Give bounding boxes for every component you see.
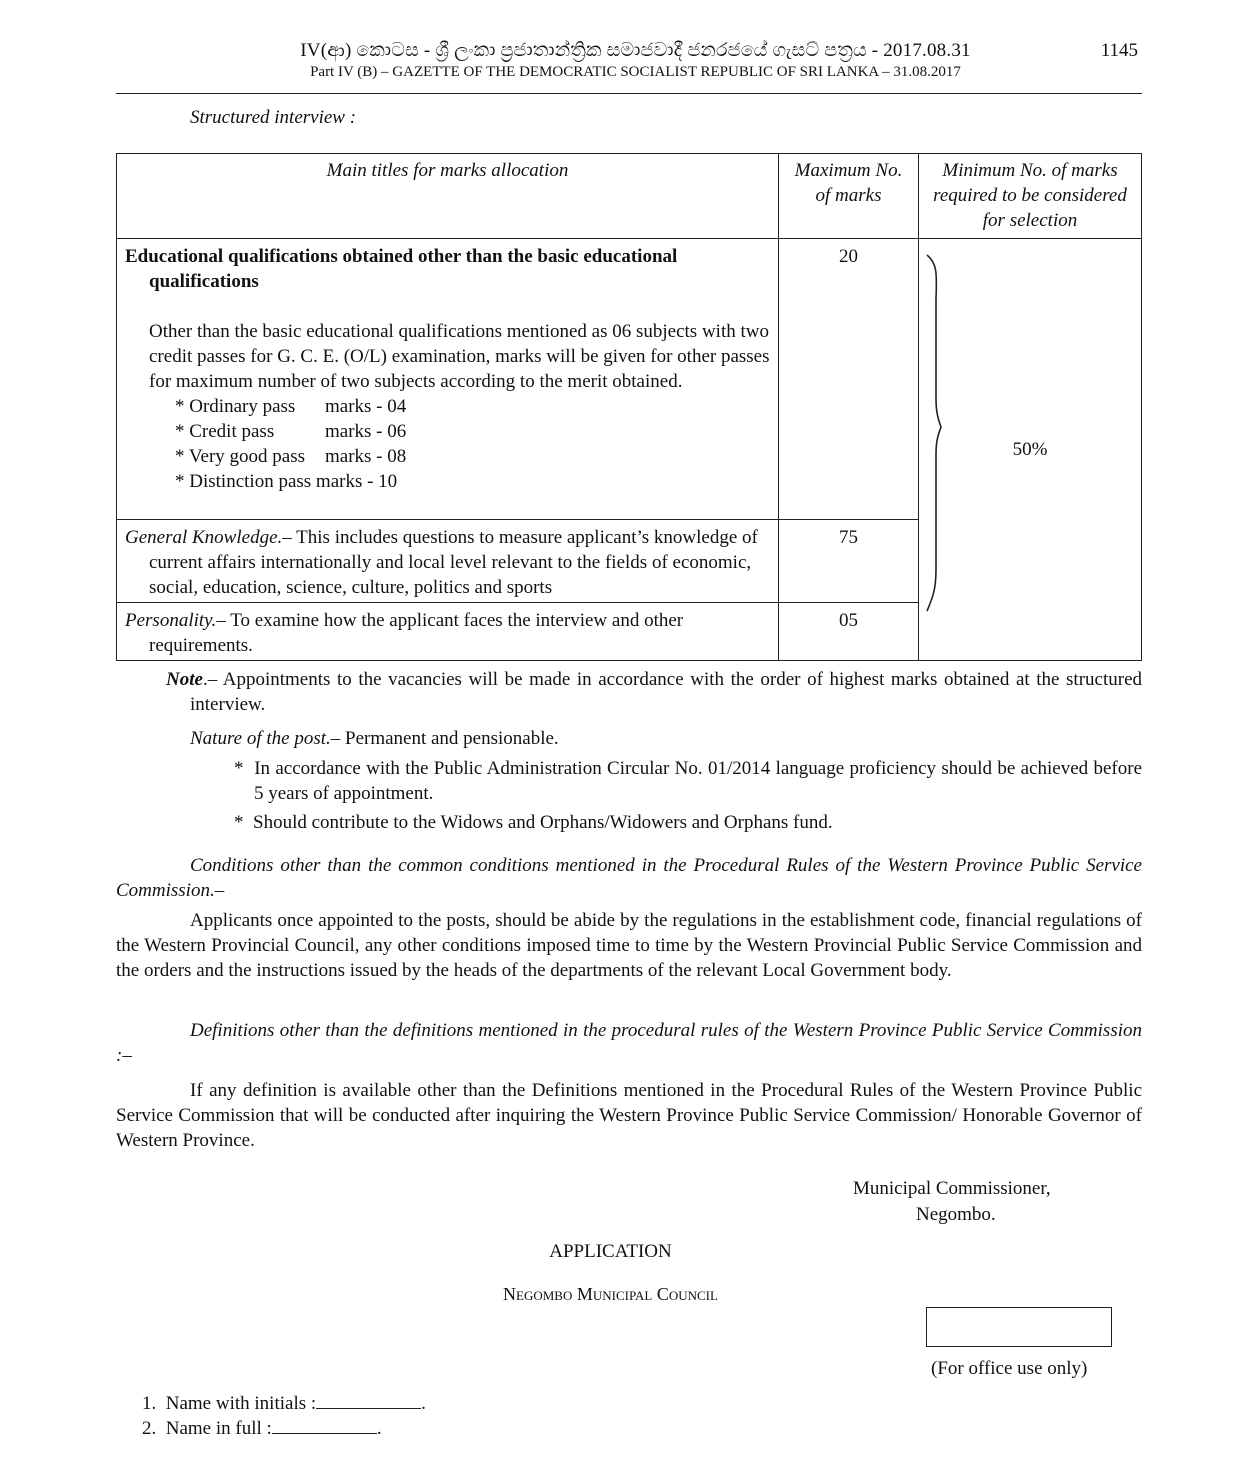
nature-of-post: Nature of the post.– Permanent and pensionable. xyxy=(190,728,559,749)
column-header-max: Maximum No. of marks xyxy=(779,154,919,239)
office-use-box xyxy=(926,1307,1112,1347)
minimum-value: 50% xyxy=(1012,439,1048,460)
definitions-text: If any definition is available other than the Definitions mentioned in the Procedural Rules of the Western Province Public Service Commission that will be conducted after inquiring the Western Province Public Service Commission/ Honorable Governor of Western Province. xyxy=(116,1080,1142,1151)
conditions-heading: Conditions other than the common conditions mentioned in the Procedural Rules of the Western Province Public Service Commission.– xyxy=(116,855,1142,901)
row-body-education: Other than the basic educational qualifications mentioned as 06 subjects with two credit passes for G. C. E. (O/L) examination, marks will be given for other passes for maximum number of two subjects according to the merit obtained. xyxy=(149,321,770,392)
page-number: 1145 xyxy=(1100,40,1138,61)
conditions-text: Applicants once appointed to the posts, should be abide by the regulations in the establishment code, financial regulations of the Western Provincial Council, any other conditions imposed time to time by the Western Provincial Public Service Commission and the orders and the instructions issued by the heads of the departments of the relevant Local Government body. xyxy=(116,910,1142,981)
definitions-heading: Definitions other than the definitions mentioned in the procedural rules of the Western Province Public Service Commission :– xyxy=(116,1020,1142,1066)
marks-table xyxy=(116,153,1142,661)
row-body-general-knowledge: – This includes questions to measure applicant’s knowledge of current affairs internationally and local level relevant to the fields of economic, social, education, science, culture, politics and sports xyxy=(149,527,758,598)
header-rule xyxy=(116,93,1142,94)
list-item: * Ordinary pass marks - 04 xyxy=(175,396,407,417)
list-item: * Credit pass marks - 06 xyxy=(175,421,407,442)
table-header-row xyxy=(117,154,1142,239)
list-item: * Distinction pass marks - 10 xyxy=(175,471,398,492)
row-title-education: Educational qualifications obtained other than the basic educational qualifications xyxy=(125,246,678,292)
signature-place: Negombo. xyxy=(916,1204,996,1225)
application-title: APPLICATION xyxy=(549,1241,672,1262)
brace-icon xyxy=(919,239,949,659)
field-name-with-initials: 1. Name with initials : . xyxy=(142,1393,426,1414)
row-max-education: 20 xyxy=(839,246,858,267)
column-header-titles: Main titles for marks allocation xyxy=(117,154,779,239)
row-max-general-knowledge: 75 xyxy=(839,527,858,548)
minimum-cell xyxy=(919,239,1142,661)
list-item: * In accordance with the Public Administration Circular No. 01/2014 language proficiency should be achieved before 5 years of appointment. xyxy=(234,758,1143,804)
row-title-general-knowledge: General Knowledge. xyxy=(125,527,283,548)
list-item: * Very good pass marks - 08 xyxy=(175,446,407,467)
signature-title: Municipal Commissioner, xyxy=(853,1178,1051,1199)
row-title-personality: Personality. xyxy=(125,610,217,631)
office-use-label: (For office use only) xyxy=(931,1358,1088,1379)
list-item: * Should contribute to the Widows and Orphans/Widowers and Orphans fund. xyxy=(234,812,833,833)
structured-interview-heading: Structured interview : xyxy=(190,107,357,128)
gazette-header-english: Part IV (B) – GAZETTE OF THE DEMOCRATIC SOCIALIST REPUBLIC OF SRI LANKA – 31.08.2017 xyxy=(310,64,961,80)
council-name: Negombo Municipal Council xyxy=(503,1284,718,1304)
table-row xyxy=(117,239,1142,520)
note-paragraph: Note.– Appointments to the vacancies will be made in accordance with the order of highest marks obtained at the structured interview. xyxy=(166,669,1142,715)
column-header-min: Minimum No. of marks required to be considered for selection xyxy=(919,154,1142,239)
field-name-in-full: 2. Name in full : . xyxy=(142,1418,382,1439)
row-max-personality: 05 xyxy=(839,610,858,631)
gazette-header-sinhala: IV(ආ) කොටස - ශ්‍රී ලංකා ප්‍රජාතාන්ත්‍රික සමාජවාදී ජනරජයේ ගැසට් පත්‍රය - 2017.08.31 xyxy=(300,40,971,61)
row-body-personality: – To examine how the applicant faces the interview and other requirements. xyxy=(149,610,684,656)
